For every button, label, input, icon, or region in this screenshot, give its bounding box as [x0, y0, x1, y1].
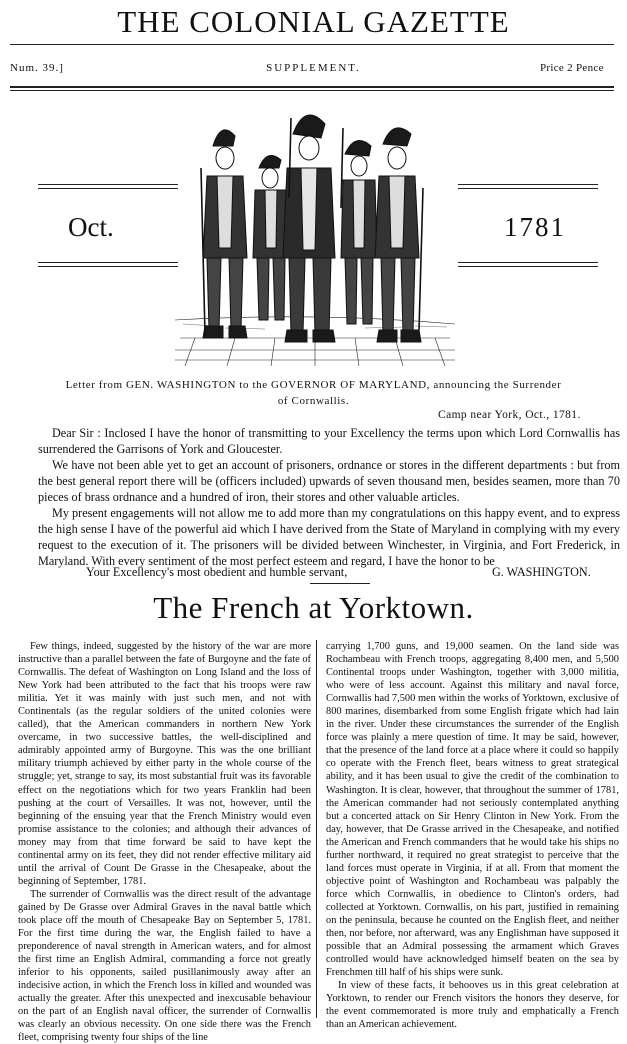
masthead-rule-double-b [10, 90, 614, 91]
letter-signature: G. WASHINGTON. [492, 565, 591, 579]
letter-closing: Your Excellency's most obedient and humble servant, [86, 565, 348, 579]
letter-paragraph: Dear Sir : Inclosed I have the honor of transmitting to your Excellency the terms upon which Lord Cornwallis has surrendered the Garrisons of York and Gloucester. [38, 426, 620, 456]
masthead-rule-double-a [10, 86, 614, 88]
dateline-year: 1781 [504, 212, 566, 242]
letter-place-date: Camp near York, Oct., 1781. [438, 409, 581, 421]
masthead-title: THE COLONIAL GAZETTE [117, 4, 510, 39]
dateline-month: Oct. [68, 212, 114, 242]
right-rule-lower [458, 262, 598, 263]
letter-paragraph: We have not been able yet to get an account of prisoners, ordnance or stores in the different departments : but from the best general report there will be (officers included) upwards of seven thousand men, besides seamen, more than 70 pieces of brass ordnance and a hundred of iron, their stores and other valuable articles. [38, 458, 620, 504]
column-divider [316, 640, 317, 1018]
right-rule-lower-2 [458, 266, 598, 267]
letter-heading-line2: of Cornwallis. [277, 395, 350, 407]
price-label: Price 2 Pence [540, 62, 604, 74]
right-rule-upper [458, 184, 598, 185]
letter-heading-line1: Letter from GEN. WASHINGTON to the GOVERNOR OF MARYLAND, announcing the Surrender [65, 379, 562, 391]
left-rule-upper [38, 184, 178, 185]
letter-paragraph: My present engagements will not allow me to add more than my congratulations on this happy event, and to express the high sense I have of the powerful aid which I have derived from the State of Maryland in complying with my every request to the execution of it. The prisoners will be divided between Winchester, in Virginia, and Fort Frederick, in Maryland. With every sentiment of the most perfect esteem and regard, I have the honor to be [38, 506, 620, 568]
left-rule-lower-2 [38, 266, 178, 267]
letter-body [38, 425, 620, 569]
article-paragraph: carrying 1,700 guns, and 19,000 seamen. On the land side was Rochambeau with French troops, aggregating 8,400 men, and 5,500 Continental troops under Washington, together with 3,000 militia, who were of less account. Against this military and naval force, Cornwallis had 7,500 men within the works of Yorktown, exclusive of 800 marines, disembarked from some English frigate which had lain in the river. Under these circumstances the surrender of the English force was plainly a mere question of time. It may be said, however, that the presence of the land force at a place where it could so happily co operate with the French fleet, bears witness to great strategical ability, and it has been usual to give the credit of the combination to Washington. It is clear, however, that throughout the summer of 1781, the American commander had not seriously contemplated anything but a concerted attack on Sir Henry Clinton in New York. From the day, however, that De Grasse arrived in the Chesapeake, and notified the American and French commanders that he would take his ships no further northward, it required no great strategist to perceive that the land forces must operate in Virginia, if at all. From that moment the objective point of Washington and Rochambeau was palpably the force which Cornwallis, in obedience to Clinton's orders, had collected at Yorktown. Cornwallis, on his part, justified in remaining on the peninsula, because he counted on the English fleet, and neither then, nor before, nor afterward, was any Englishman have supposed it possible that an Admiral possessing the armament which Graves controlled would have acknowledged himself beaten on the sea by Frenchmen till half of his ships were sunk. [326, 641, 619, 979]
article-paragraph: The surrender of Cornwallis was the direct result of the advantage gained by De Grasse over Admiral Graves in the naval battle which took place off the mouth of Chesapeake Bay on September 5, 1781. For the first time during the war, the English failed to have a preponderence of naval strength in American waters, and for almost the first time an English Admiral, commanding a force not greatly inferior to his opponents, sailed pusillanimously away after an indecisive action, in which the French loss in killed and wounded was actually the greater. After this unexpected and inexcusable behaviour on the part of an English naval officer, the surrender of Cornwallis was clearly an obvious necessity. On one side there was the French fleet, comprising twenty four ships of the line [18, 888, 311, 1044]
article-paragraph: Few things, indeed, suggested by the history of the war are more instructive than a parallel between the fate of Burgoyne and the fate of Cornwallis. The defeat of Washington on Long Island and the loss of New York had been attributed to the fact that his troops were raw militia. Yet it was mainly with just such men, and not with Continentals (as the regular soldiers of the united colonies were called), that the American commanders in northern New York overcame, in two successive battles, the well-disciplined and admirably appointed army of Burgoyne. This was the one brilliant military triumph achieved by either party in the whole course of the struggle; yet, strange to say, its most substantial fruit was its favorable effect on the negotiations which for two years Franklin had been pushing at the court of Versailles. It was not, however, until the beginning of the ensuing year that the French Ministry would even promise assistance to the colonies; and although their advances of money may from that time forward be said to have kept the continental army on its feet, they did not render effective military aid until the arrival of Count De Grasse in the Chesapeake, about the beginning of September, 1781. [18, 641, 311, 887]
left-rule-upper-2 [38, 188, 178, 189]
issue-number: Num. 39.] [10, 62, 64, 74]
supplement-label: SUPPLEMENT. [266, 62, 361, 74]
article-column-right [326, 640, 619, 1031]
soldiers-engraving [175, 98, 455, 366]
article-column-left [18, 640, 311, 1044]
article-title: The French at Yorktown. [153, 590, 474, 625]
right-rule-upper-2 [458, 188, 598, 189]
article-paragraph: In view of these facts, it behooves us in this great celebration at Yorktown, to render our French visitors the honors they deserve, for the event commemorated is more truly and emphatically a French than an American achievement. [326, 980, 619, 1031]
left-rule-lower [38, 262, 178, 263]
letter-end-rule [310, 583, 370, 584]
masthead-rule-top [10, 44, 614, 45]
